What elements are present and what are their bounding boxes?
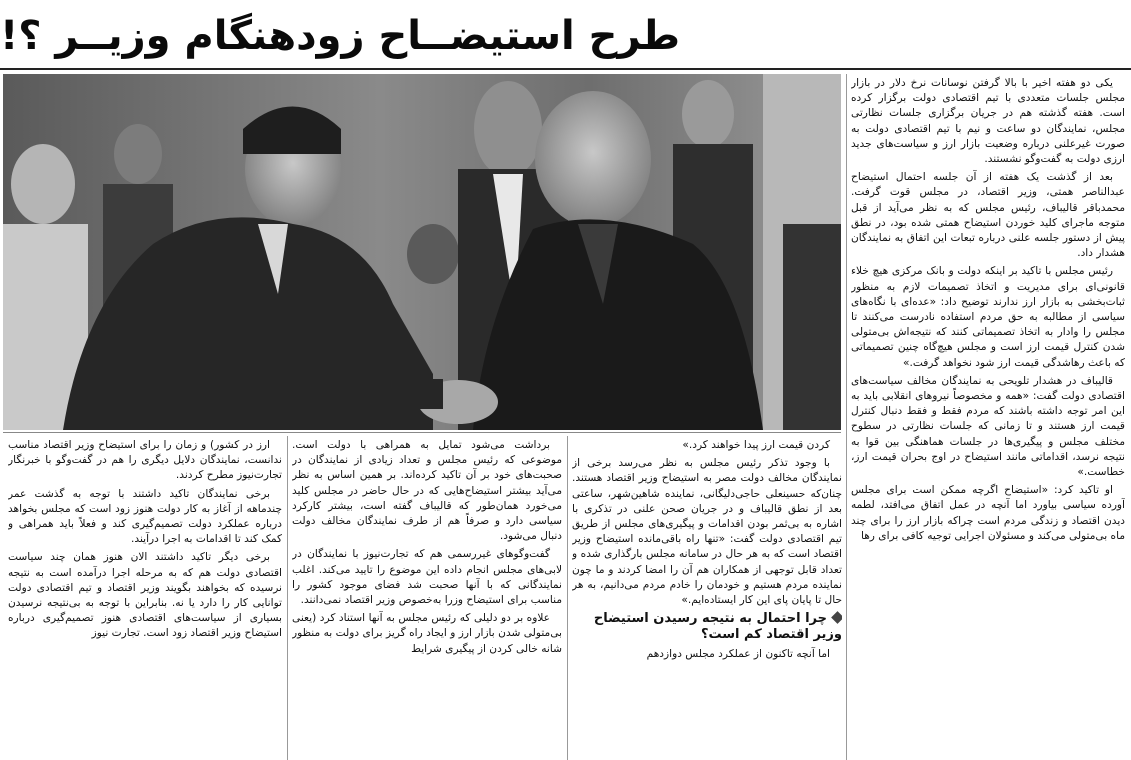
article-column-right <box>851 76 1125 760</box>
paragraph: برداشت می‌شود تمایل به همراهی با دولت است. موضوعی که رئیس مجلس و تعداد زیادی از نمایندگان در صحبت‌های خود بر آن تاکید کرده‌اند. بر همین اساس به نظر می‌آید بیشتر استیضاح‌هایی که در حال حاضر در مجلس کلید می‌خورد همان‌طور که قالیباف گفته است، بیشتر کارکرد سیاسی دارد و صرفاً هم از طرف نمایندگان مخالف دولت دنبال می‌شود. <box>292 439 562 543</box>
article-column-1 <box>572 438 842 760</box>
column-divider <box>287 436 288 760</box>
column-divider <box>846 74 847 760</box>
headline: طرح استیضــاح زودهنگام وزیــر ؟! <box>0 13 681 59</box>
paragraph: برخی دیگر تاکید داشتند الان هنوز همان چند سیاست اقتصادی دولت هم که به مرحله اجرا درآمده است به نتیجه نرسیده که بخواهند بگویند وزیر اقتصاد و تیم اقتصادی دولت توانایی کار را دارد یا نه. بنابراین با توجه به بی‌نتیجه نرسیدن بسیاری از سیاست‌های اقتصادی هنوز تصمیم‌گیری درباره استیضاح وزیر اقتصاد زود است. تجارت نیوز <box>8 551 282 640</box>
paragraph: قالیباف در هشدار تلویحی به نمایندگان مخالف سیاست‌های اقتصادی دولت گفت: «همه و مخصوصاً نیروهای انقلابی باید به این امر توجه داشته باشند که مردم فقط و فقط دنبال کنترل قیمت ارز هستند و تا زمانی که جلسات نظارتی در سطوح مختلف مجلس و پیگیری‌ها در جلسات هماهنگی بین قوا به نتیجه نرسد، اقداماتی مانند استیضاح در اوج بحران قیمت ارز، خطاست.» <box>851 374 1125 479</box>
news-photo <box>3 74 841 430</box>
paragraph: با وجود تذکر رئیس مجلس به نظر می‌رسد برخی از نمایندگان مخالف دولت مصر به استیضاح وزیر اقتصاد هستند. چنان‌که حسینعلی حاجی‌دلیگانی، نماینده شاهین‌شهر، ساعتی بعد از نطق قالیباف و در جریان صحن علنی در تذکری با اشاره به بی‌ثمر بودن اقدامات و پیگیری‌های مجلس از طریق تیم اقتصادی دولت گفت: «تنها راه باقی‌مانده استیضاح وزیر اقتصاد است که به هر حال در سامانه مجلس بارگذاری شده و تعداد قابل توجهی از همکاران هم آن را امضا کردند و ما چون نماینده مردم هستیم و خودمان را خادم مردم می‌دانیم، به هر حال تا پایان پای این کار ایستاده‌ایم.» <box>572 457 842 607</box>
article-column-2 <box>292 438 562 760</box>
paragraph: کردن قیمت ارز پیدا خواهند کرد.» <box>682 439 830 451</box>
paragraph: رئیس مجلس با تاکید بر اینکه دولت و بانک مرکزی هیچ خلاء قانونی‌ای برای مدیریت و اتخاذ تصمیمات لازم به منظور ثبات‌بخشی به بازار ارز ندارند توضیح داد: «عده‌ای با نگاه‌های سیاسی از مطالبه به حق مردم استفاده نادرست می‌کنند تا مجلس را وادار به اتخاذ تصمیماتی کنند که نتیجه‌اش بی‌متولی شدن کنترل قیمت ارز است و مجلس هیچ‌گاه چنین تصمیماتی که باعث رهاشدگی قیمت ارز شود نخواهد گرفت.» <box>851 265 1125 369</box>
paragraph: اما آنچه تاکنون از عملکرد مجلس دوازدهم <box>646 648 830 661</box>
paragraph: او تاکید کرد: «استیضاح اگرچه ممکن است برای مجلس آورده سیاسی بیاورد اما آنچه در عمل اتفاق می‌افتد، لطمه دیدن اقتصاد و زندگی مردم است چراکه بازار ارز را برای چند ماه بی‌متولی می‌کند و مسئولان اجرایی توجیه کافی برای رها <box>851 484 1125 542</box>
paragraph: گفت‌وگوهای غیررسمی هم که تجارت‌نیوز با نمایندگان در لابی‌های مجلس انجام داده این موضوع را تایید می‌کند. اغلب نمایندگانی که با آنها صحبت شد فضای موجود کشور را مناسب برای استیضاح وزرا به‌خصوص وزیر اقتصاد نمی‌دانند. <box>292 548 562 607</box>
paragraph: علاوه بر دو دلیلی که رئیس مجلس به آنها استناد کرد (یعنی بی‌متولی شدن بازار ارز و ایجاد راه گریز برای دولت به منظور شانه خالی کردن از پیگیری شرایط <box>292 612 562 655</box>
paragraph: بعد از گذشت یک هفته از آن جلسه احتمال استیضاح عبدالناصر همتی، وزیر اقتصاد، در مجلس قوت گرفت. محمدباقر قالیباف، رئیس مجلس که به نظر می‌آید از قبل متوجه ماجرای کلید خوردن استیضاح همتی شده بود، در نطق پیش از دستور جلسه علنی درباره تبعات این اتفاق به نمایندگان هشدار داد. <box>851 171 1125 260</box>
headline-rule <box>0 68 1131 70</box>
paragraph: برخی نمایندگان تاکید داشتند با توجه به گذشت عمر چندماهه از آغاز به کار دولت هنوز زود است که مجلس بخواهد درباره عملکرد دولت تصمیم‌گیری کند و فعلاً باید همراهی و کمک کند تا اقدامات به اجرا درآیند. <box>8 487 282 546</box>
article-column-3 <box>8 438 282 760</box>
diamond-bullet-icon <box>831 611 842 624</box>
paragraph: ارز در کشور) و زمان را برای استیضاح وزیر اقتصاد مناسب ندانست، نمایندگان دلایل دیگری را هم در گفت‌وگو با خبرنگار تجارت‌نیوز مطرح کردند. <box>8 439 282 482</box>
subheading-text: چرا احتمال به نتیجه رسیدن استیضاح وزیر اقتصاد کم است؟ <box>593 611 842 643</box>
photo-bottom-rule <box>3 432 841 433</box>
column-divider <box>567 436 568 760</box>
subheading <box>572 611 842 643</box>
paragraph: یکی دو هفته اخیر با بالا گرفتن نوسانات نرخ دلار در بازار مجلس جلسات متعددی با تیم اقتصادی دولت برگزار کرده است. هفته گذشته هم در جریان برگزاری جلسات نظارتی مجلس، نمایندگان دو ساعت و نیم با تیم اقتصادی دولت به صورت غیرعلنی درباره وضعیت بازار ارز و سیاست‌های جدید ارزی دولت به گفت‌وگو نشستند. <box>851 77 1125 166</box>
